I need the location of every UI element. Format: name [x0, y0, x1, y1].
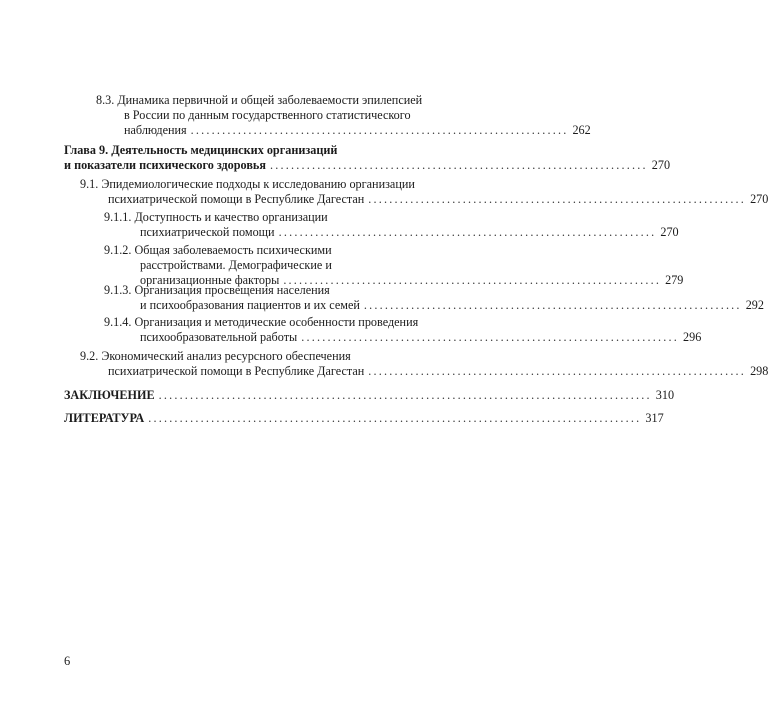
toc-entry-9-2 [80, 349, 768, 379]
toc-entry-8-3 [96, 93, 591, 138]
toc-entry-last-line: и показатели психического здоровья [64, 158, 266, 172]
toc-conclusion [64, 388, 675, 403]
toc-page-number: 292 [745, 298, 764, 312]
toc-entry-last-line: ЛИТЕРАТУРА [64, 411, 145, 425]
toc-entry-9-1-3 [104, 283, 764, 313]
dot-leader: ........................................................................ [269, 158, 648, 172]
toc-page-number: 296 [683, 330, 702, 344]
toc-entry-last-line: психиатрической помощи [140, 225, 275, 239]
dot-leader: ........................................................................ [363, 298, 742, 312]
toc-entry-last-line: психиатрической помощи в Республике Дагестан [108, 192, 365, 206]
toc-entry-last-line: организационные факторы [140, 273, 280, 287]
toc-entry-last-line: ЗАКЛЮЧЕНИЕ [64, 388, 155, 402]
dot-leader: ........................................................................ [283, 273, 662, 287]
toc-entry-9-1 [80, 177, 768, 207]
toc-entry-last-line: и психообразования пациентов и их семей [140, 298, 360, 312]
toc-entry-line: 9.1.3. Организация просвещения населения [104, 283, 330, 297]
dot-leader: ........................................................................ [368, 364, 747, 378]
toc-entry-line: в России по данным государственного статистического [124, 108, 411, 122]
toc-page-number: 317 [645, 411, 664, 425]
toc-entry-line: Глава 9. Деятельность медицинских организаций [64, 143, 338, 157]
toc-entry-last-line: наблюдения [124, 123, 187, 137]
toc-page-number: 270 [660, 225, 679, 239]
dot-leader: ........................................................................ [368, 192, 747, 206]
toc-literature [64, 411, 664, 426]
toc-entry-line: 8.3. Динамика первичной и общей заболеваемости эпилепсией [96, 93, 423, 107]
dot-leader: ........................................................................ [301, 330, 679, 344]
toc-page-number: 298 [750, 364, 768, 378]
toc-entry-line: 9.2. Экономический анализ ресурсного обеспечения [80, 349, 351, 363]
dot-leader: .............................................................................................. [158, 388, 652, 402]
toc-entry-9-1-2 [104, 243, 684, 288]
toc-page-number: 262 [572, 123, 591, 137]
toc-entry-line: 9.1.1. Доступность и качество организации [104, 210, 328, 224]
toc-entry-line: расстройствами. Демографические и [140, 258, 332, 272]
toc-entry-9-1-4 [104, 315, 702, 345]
toc-entry-last-line: психиатрической помощи в Республике Дагестан [108, 364, 365, 378]
toc-entry-last-line: психообразовательной работы [140, 330, 298, 344]
toc-page-number: 270 [651, 158, 671, 172]
toc-entry-line: 9.1.2. Общая заболеваемость психическими [104, 243, 332, 257]
dot-leader: ........................................................................ [278, 225, 657, 239]
toc-chapter-9 [64, 143, 671, 173]
dot-leader: .............................................................................................. [148, 411, 642, 425]
toc-page-number: 270 [750, 192, 768, 206]
toc-page-number: 310 [655, 388, 675, 402]
toc-entry-line: 9.1. Эпидемиологические подходы к исследованию организации [80, 177, 415, 191]
toc-entry-line: 9.1.4. Организация и методические особенности проведения [104, 315, 419, 329]
toc-page-number: 279 [665, 273, 684, 287]
dot-leader: ........................................................................ [190, 123, 569, 137]
page-number: 6 [64, 654, 71, 668]
toc-entry-9-1-1 [104, 210, 679, 240]
